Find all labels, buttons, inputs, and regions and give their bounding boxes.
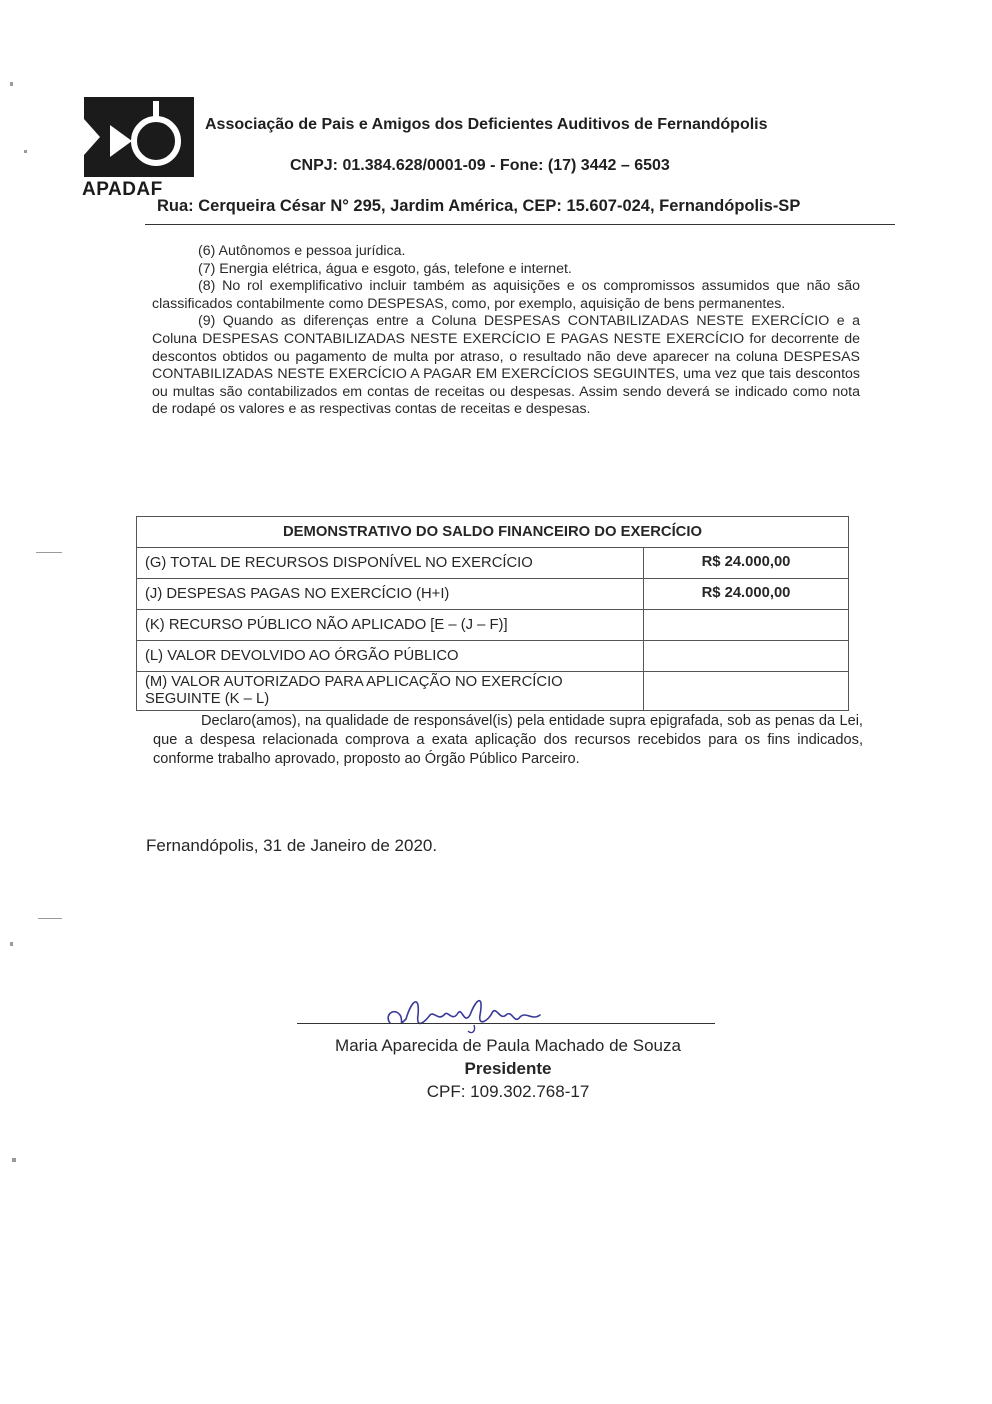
signer-role: Presidente bbox=[464, 1059, 552, 1078]
footnotes bbox=[152, 243, 860, 419]
row-value bbox=[644, 641, 849, 672]
row-label: (G) TOTAL DE RECURSOS DISPONÍVEL NO EXERCÍCIO bbox=[137, 548, 644, 579]
signer-name: Maria Aparecida de Paula Machado de Souza bbox=[335, 1036, 681, 1055]
table-title: DEMONSTRATIVO DO SALDO FINANCEIRO DO EXERCÍCIO bbox=[137, 517, 849, 548]
organization-name: Associação de Pais e Amigos dos Deficientes Auditivos de Fernandópolis bbox=[205, 116, 768, 133]
footnote-6: (6) Autônomos e pessoa jurídica. bbox=[198, 243, 406, 259]
scan-artifact bbox=[24, 150, 27, 153]
logo-wordmark: APADAF bbox=[82, 179, 163, 197]
table-row bbox=[137, 672, 849, 711]
footnote-7: (7) Energia elétrica, água e esgoto, gás, telefone e internet. bbox=[198, 260, 572, 277]
row-value: R$ 24.000,00 bbox=[644, 579, 849, 610]
scan-artifact bbox=[10, 942, 13, 946]
row-value bbox=[644, 610, 849, 641]
table-row bbox=[137, 579, 849, 610]
row-label: (K) RECURSO PÚBLICO NÃO APLICADO [E – (J – F)] bbox=[137, 610, 644, 641]
scan-artifact bbox=[10, 82, 13, 86]
scan-artifact bbox=[36, 552, 62, 553]
row-value: R$ 24.000,00 bbox=[644, 548, 849, 579]
table-row bbox=[137, 641, 849, 672]
place-and-date: Fernandópolis, 31 de Janeiro de 2020. bbox=[146, 836, 438, 855]
scan-artifact bbox=[12, 1158, 16, 1162]
apadaf-logo bbox=[80, 97, 198, 197]
row-label: (M) VALOR AUTORIZADO PARA APLICAÇÃO NO EXERCÍCIO SEGUINTE (K – L) bbox=[137, 672, 644, 711]
footnote-9: (9) Quando as diferenças entre a Coluna DESPESAS CONTABILIZADAS NESTE EXERCÍCIO e a Coluna DESPESAS CONTABILIZADAS NESTE EXERCÍCIO E PAGAS NESTE EXERCÍCIO for decorrente de descontos obtidos ou pagamento de multa por atraso, o resultado não deve aparecer na coluna DESPESAS CONTABILIZADAS NESTE EXERCÍCIO A PAGAR EM EXERCÍCIOS SEGUINTES, uma vez que tais descontos ou multas são contabilizados em contas de receitas ou despesas. Assim sendo deverá se indicado como nota de rodapé os valores e as respectivas contas de receitas e despesas. bbox=[152, 313, 860, 418]
footnote-8: (8) No rol exemplificativo incluir também as aquisições e os compromissos assumidos que não são classificados contabilmente como DESPESAS, como, por exemplo, aquisição de bens permanentes. bbox=[152, 278, 860, 312]
scan-artifact bbox=[38, 918, 62, 919]
address-line: Rua: Cerqueira César N° 295, Jardim América, CEP: 15.607-024, Fernandópolis-SP bbox=[157, 197, 801, 215]
financial-balance-table bbox=[136, 516, 849, 711]
signer-cpf: CPF: 109.302.768-17 bbox=[426, 1082, 590, 1101]
table-row bbox=[137, 610, 849, 641]
row-value bbox=[644, 672, 849, 711]
row-label: (L) VALOR DEVOLVIDO AO ÓRGÃO PÚBLICO bbox=[137, 641, 644, 672]
header-divider bbox=[145, 224, 895, 225]
declaration-text bbox=[153, 712, 863, 769]
row-label: (J) DESPESAS PAGAS NO EXERCÍCIO (H+I) bbox=[137, 579, 644, 610]
table-header-row bbox=[137, 517, 849, 548]
table-row bbox=[137, 548, 849, 579]
handwritten-signature bbox=[380, 985, 560, 1035]
signature-line bbox=[297, 1023, 715, 1024]
cnpj-phone-line: CNPJ: 01.384.628/0001-09 - Fone: (17) 3442 – 6503 bbox=[290, 157, 670, 174]
declaration-paragraph: Declaro(amos), na qualidade de responsável(is) pela entidade supra epigrafada, sob as penas da Lei, que a despesa relacionada comprova a exata aplicação dos recursos recebidos para os fins indicados, conforme trabalho aprovado, proposto ao Órgão Público Parceiro. bbox=[153, 713, 863, 767]
